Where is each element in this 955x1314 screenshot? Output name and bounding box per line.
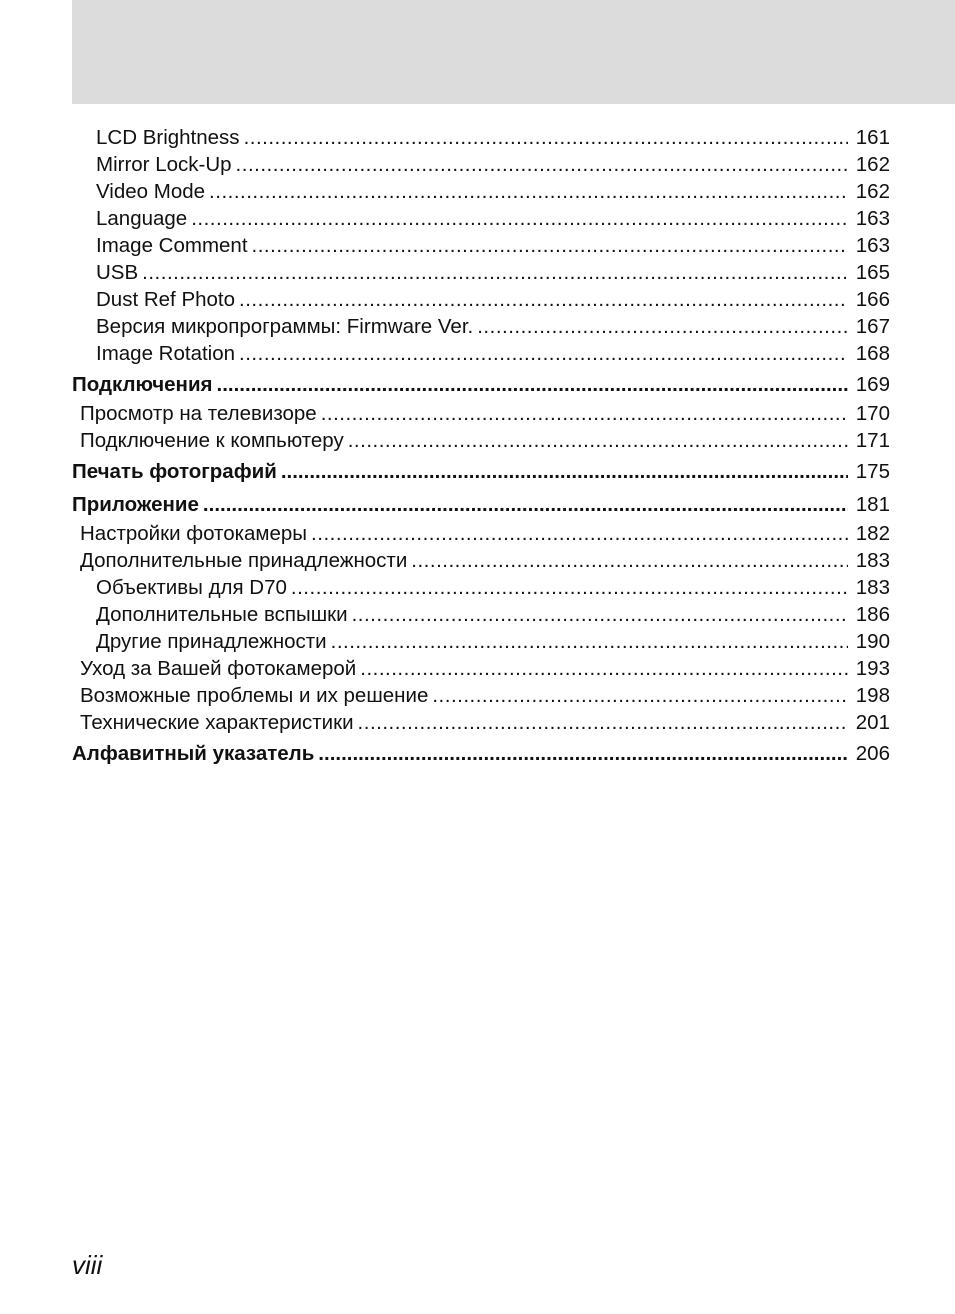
toc-leader-dots [142,259,848,286]
toc-entry-title: Language [96,207,188,230]
toc-entry[interactable] [72,427,890,454]
toc-entry[interactable] [72,601,890,628]
toc-leader-dots [477,313,848,340]
page-number: viii [72,1250,103,1280]
toc-entry[interactable] [72,178,890,205]
toc-entry-page: 190 [855,630,890,653]
toc-entry-title: Подключение к компьютеру [80,429,344,452]
toc-entry[interactable] [72,370,890,400]
toc-entry-title: Технические характеристики [80,711,354,734]
toc-entry[interactable] [72,457,890,487]
toc-entry-page: 163 [855,234,890,257]
toc-entry-title: Объективы для D70 [96,576,287,599]
toc-entry[interactable] [72,547,890,574]
toc-entry-page: 168 [855,342,890,365]
toc-entry[interactable] [72,739,890,769]
toc-entry-title: LCD Brightness [96,126,240,149]
toc-entry-title: USB [96,261,139,284]
toc-leader-dots [291,574,848,601]
toc-entry[interactable] [72,682,890,709]
toc-entry-page: 162 [855,180,890,203]
toc-leader-dots [311,520,848,547]
toc-leader-dots [411,547,848,574]
toc-leader-dots [209,178,848,205]
toc-leader-dots [239,340,848,367]
toc-leader-dots [239,286,848,313]
toc-entry-page: 175 [855,460,890,483]
toc-entry-title: Алфавитный указатель [72,742,315,765]
toc-entry-title: Приложение [72,493,199,516]
toc-leader-dots [217,370,848,400]
toc-entry-page: 166 [855,288,890,311]
toc-entry[interactable] [72,628,890,655]
toc-leader-dots [318,739,848,769]
toc-entry-title: Image Rotation [96,342,236,365]
toc-entry[interactable] [72,340,890,367]
toc-entry-title: Просмотр на телевизоре [80,402,317,425]
toc-entry-title: Dust Ref Photo [96,288,236,311]
toc-entry-page: 167 [855,315,890,338]
toc-leader-dots [244,124,848,151]
toc-entry[interactable] [72,259,890,286]
toc-entry-page: 183 [855,549,890,572]
toc-entry[interactable] [72,124,890,151]
toc-entry-page: 163 [855,207,890,230]
toc-entry-page: 186 [855,603,890,626]
toc-entry-page: 169 [855,373,890,396]
toc-leader-dots [331,628,848,655]
toc-leader-dots [191,205,848,232]
toc-entry-page: 183 [855,576,890,599]
toc-entry-page: 198 [855,684,890,707]
toc-entry-page: 165 [855,261,890,284]
toc-entry-page: 193 [855,657,890,680]
toc-entry-title: Дополнительные вспышки [96,603,348,626]
toc-leader-dots [236,151,848,178]
toc-entry-title: Подключения [72,373,213,396]
toc-entry[interactable] [72,709,890,736]
toc-entry-title: Настройки фотокамеры [80,522,308,545]
toc-entry-title: Image Comment [96,234,248,257]
toc-entry[interactable] [72,490,890,520]
toc-entry-page: 170 [855,402,890,425]
toc-entry-page: 162 [855,153,890,176]
toc-entry-title: Возможные проблемы и их решение [80,684,429,707]
toc-leader-dots [252,232,848,259]
toc-entry-page: 171 [855,429,890,452]
toc-leader-dots [203,490,848,520]
toc-entry-page: 201 [855,711,890,734]
toc-leader-dots [358,709,848,736]
toc-entry-title: Версия микропрограммы: Firmware Ver. [96,315,474,338]
toc-leader-dots [360,655,848,682]
toc-entry[interactable] [72,313,890,340]
toc-entry[interactable] [72,151,890,178]
toc-entry-title: Печать фотографий [72,460,277,483]
toc-entry-title: Дополнительные принадлежности [80,549,408,572]
toc-entry[interactable] [72,286,890,313]
table-of-contents [72,124,890,769]
toc-entry-page: 182 [855,522,890,545]
toc-leader-dots [321,400,848,427]
header-band [72,0,955,104]
toc-entry-page: 161 [855,126,890,149]
toc-entry[interactable] [72,655,890,682]
toc-entry-title: Другие принадлежности [96,630,327,653]
toc-leader-dots [281,457,848,487]
toc-entry-page: 206 [855,742,890,765]
toc-entry-title: Уход за Вашей фотокамерой [80,657,357,680]
toc-entry[interactable] [72,205,890,232]
toc-entry[interactable] [72,400,890,427]
toc-entry[interactable] [72,232,890,259]
toc-entry-page: 181 [855,493,890,516]
toc-leader-dots [432,682,848,709]
toc-leader-dots [352,601,848,628]
toc-entry[interactable] [72,574,890,601]
toc-entry-title: Mirror Lock-Up [96,153,232,176]
toc-entry-title: Video Mode [96,180,206,203]
toc-entry[interactable] [72,520,890,547]
toc-leader-dots [348,427,848,454]
